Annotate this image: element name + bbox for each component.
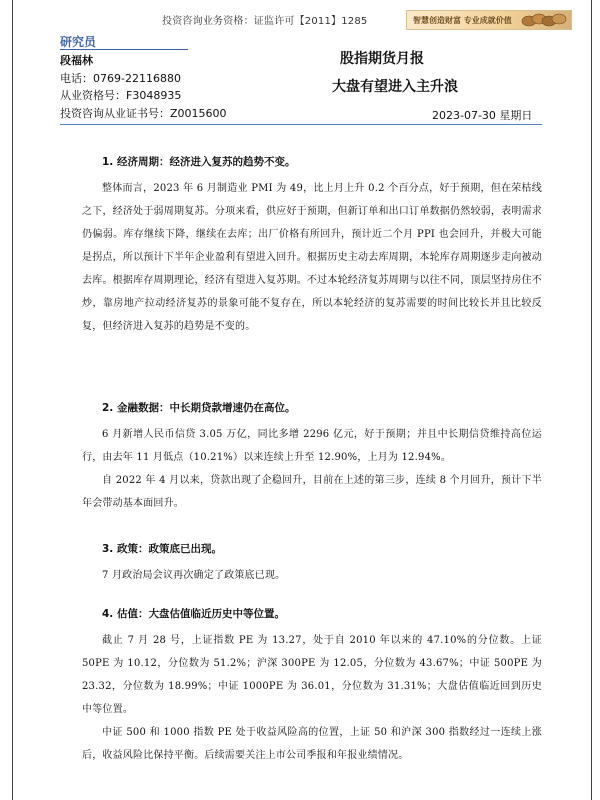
section-valuation xyxy=(82,606,542,767)
section-title: 1. 经济周期：经济进入复苏的趋势不变。 xyxy=(102,156,296,168)
top-bar xyxy=(0,8,600,30)
section-financial-data xyxy=(82,400,542,515)
analyst-consult-cert: 投资咨询从业证书号：Z0015600 xyxy=(60,106,227,120)
section-title: 4. 估值：大盘估值临近历史中等位置。 xyxy=(102,608,285,620)
department-underline xyxy=(60,49,188,50)
department-label: 研究员 xyxy=(60,35,97,49)
paragraph: 7 月政治局会议再次确定了政策底已现。 xyxy=(102,570,286,581)
report-headline: 大盘有望进入主升浪 xyxy=(332,79,458,95)
section-economic-cycle xyxy=(82,154,542,338)
section-title: 3. 政策：政策底已出现。 xyxy=(102,543,222,555)
report-date: 2023-07-30 星期日 xyxy=(432,109,533,122)
paragraph: 6 月新增人民币信贷 3.05 万亿，同比多增 2296 亿元，好于预期；并且中长期信贷维持高位运行，由去年 11 月低点（10.21%）以来连续上升至 12.90%，上月为 12.94%。 xyxy=(82,429,542,463)
section-title: 2. 金融数据：中长期贷款增速仍在高位。 xyxy=(102,402,296,414)
report-title: 股指期货月报 xyxy=(340,51,424,67)
brand-slogan: 智慧创造财富 专业成就价值 xyxy=(413,16,512,25)
brand-banner xyxy=(406,10,572,30)
paragraph: 中证 500 和 1000 指数 PE 处于收益风险高的位置，上证 50 和沪深 300 指数经过一连续上涨后，收益风险比保持平衡。后续需要关注上市公司季报和年报业绩情况。 xyxy=(82,727,542,761)
license-text: 投资咨询业务资格：证监许可【2011】1285 xyxy=(162,16,368,27)
section-policy xyxy=(82,541,285,587)
paragraph: 整体而言，2023 年 6 月制造业 PMI 为 49，比上月上升 0.2 个百分点，好于预期，但在荣枯线之下，经济处于弱周期复苏。分项来看，供应好于预期，但新订单和出口订单数据仍然较弱，表明需求仍偏弱。库存继续下降，继续在去库；出厂价格有所回升，预计近二个月 PPI 也会回升，并极大可能是拐点，所以预计下半年企业盈利有望进入回升。根据历史主动去库周期，本轮库存周期逐步走向被动去库。根据库存周期理论，经济有望进入复苏期。不过本轮经济复苏周期与以往不同，顶层坚持房住不炒，靠房地产拉动经济复苏的景象可能不复存在，所以本轮经济的复苏需要的时间比较长并且比较反复，但经济进入复苏的趋势是不变的。 xyxy=(82,183,542,332)
analyst-qualification: 从业资格号：F3048935 xyxy=(60,89,182,102)
paragraph: 截止 7 月 28 号，上证指数 PE 为 13.27，处于自 2010 年以来的 47.10%的分位数。上证 50PE 为 10.12，分位数为 51.2%；沪深 300PE 为 12.05，分位数为 43.67%；中证 500PE 为 23.32，分位数为 18.99%；中证 1000PE 为 36.01，分位数为 31.31%；大盘估值临近回到历史中等位置。 xyxy=(82,635,542,715)
paragraph: 自 2022 年 4 月以来，贷款出现了企稳回升，目前在上述的第三步，连续 8 个月回升，预计下半年会带动基本面回升。 xyxy=(82,475,542,509)
coins-icon xyxy=(521,13,567,27)
analyst-info xyxy=(60,52,227,122)
header-divider xyxy=(60,124,542,125)
analyst-phone: 电话：0769-22116880 xyxy=(60,71,181,85)
analyst-name: 段福林 xyxy=(60,54,93,67)
